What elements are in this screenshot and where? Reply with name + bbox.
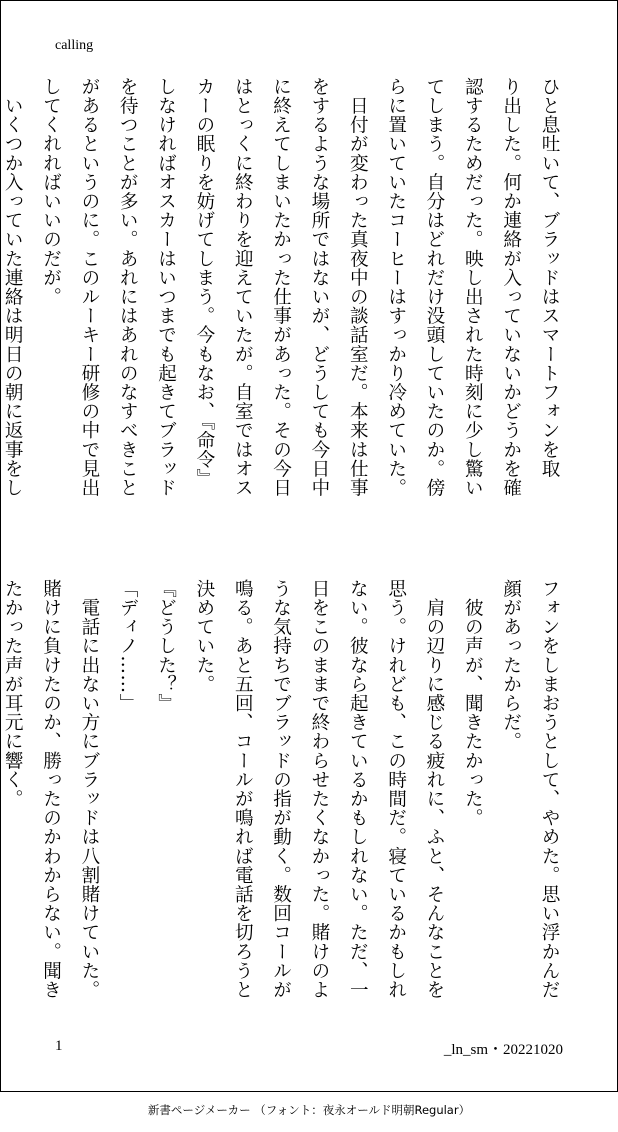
text-line: してくれればいいのだが。 (40, 77, 62, 307)
text-line: たかった声が耳元に響く。 (2, 579, 24, 809)
text-line: ひと息吐いて、ブラッドはスマートフォンを取 (539, 77, 560, 479)
text-line: 『どうした？』 (155, 579, 177, 713)
page-number: 1 (55, 1038, 63, 1054)
text-line: 認するためだった。映し出された時刻に少し驚い (462, 77, 484, 498)
text-line: 思う。けれども、この時間だ。寝ているかもしれ (385, 579, 407, 1000)
text-line: 日付が変わった真夜中の談話室だ。本来は仕事 (347, 77, 369, 498)
text-line: はとっくに終わりを迎えていたが。自室ではオス (232, 77, 254, 498)
upper-text-block (2, 77, 568, 527)
text-line: 肩の辺りに感じる疲れに、ふと、そんなことを (423, 579, 445, 1000)
text-line: フォンをしまおうとして、やめた。思い浮かんだ (539, 579, 560, 1000)
author-credit: _ln_sm・20221020 (443, 1042, 563, 1058)
text-line: 彼の声が、聞きたかった。 (462, 579, 484, 828)
text-line: を待つことが多い。あれにはあれのなすべきこと (117, 77, 139, 498)
text-line: カーの眠りを妨げてしまう。今もなお、『命令』 (193, 77, 215, 488)
text-line: 「ディノ……」 (117, 579, 139, 713)
text-line: 日をこのままで終わらせたくなかった。賭けのよ (308, 579, 330, 1000)
text-line: しなければオスカーはいつまでも起きてブラッド (155, 77, 177, 498)
text-line: をするような場所ではないが、どうしても今日中 (308, 77, 330, 498)
text-line: てしまう。自分はどれだけ没頭していたのか。傍 (423, 77, 445, 498)
text-line: 決めていた。 (193, 579, 215, 694)
text-line: 賭けに負けたのか、勝ったのかわからない。聞き (40, 579, 62, 1000)
text-line: ない。彼なら起きているかもしれない。ただ、一 (347, 579, 369, 1000)
generator-note: 新書ページメーカー （フォント：夜永オールド明朝Regular） (147, 1103, 471, 1117)
text-line: いくつか入っていた連絡は明日の朝に返事をし (2, 77, 24, 498)
text-line: 電話に出ない方にブラッドは八割賭けていた。 (78, 579, 100, 1000)
text-line: うな気持ちでブラッドの指が動く。数回コールが (270, 579, 292, 1000)
lower-text-block (2, 579, 568, 1019)
text-line: 鳴る。あと五回、コールが鳴れば電話を切ろうと (232, 579, 254, 1000)
text-line: 顔があったからだ。 (500, 579, 522, 751)
text-line: らに置いていたコーヒーはすっかり冷めていた。 (385, 77, 407, 498)
text-line: り出した。何か連絡が入っていないかどうかを確 (500, 77, 522, 498)
text-line: があるというのに。このルーキー研修の中で見出 (78, 77, 100, 498)
text-line: に終えてしまいたかった仕事があった。その今日 (270, 77, 292, 498)
story-title: calling (55, 38, 94, 53)
